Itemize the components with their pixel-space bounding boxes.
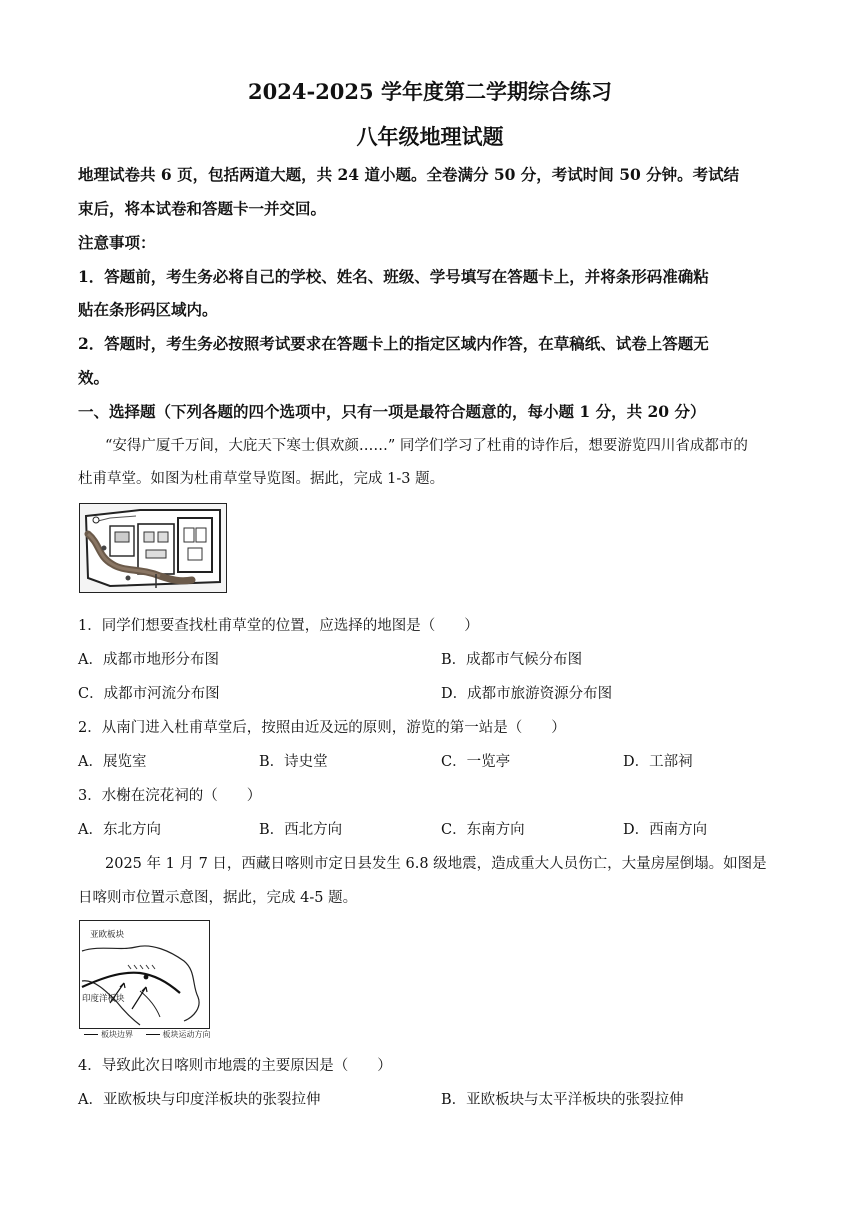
question-stem: 3．水榭在浣花祠的（ ） <box>78 788 262 804</box>
section-heading: 一、选择题（下列各题的四个选项中，只有一项是最符合题意的，每小题 1 分，共 20 分） <box>78 402 706 421</box>
exam-subtitle: 八年级地理试题 <box>356 124 504 149</box>
boundary-line-icon <box>84 1034 98 1035</box>
dufu-cottage-guide-map <box>79 503 227 593</box>
label-eurasian-plate: 亚欧板块 <box>90 930 125 940</box>
intro-line: 地理试卷共 6 页，包括两道大题，共 24 道小题。全卷满分 50 分，考试时间 50 分钟。考试结 <box>78 165 740 184</box>
map-legend <box>84 1029 211 1040</box>
option-a[interactable]: A．亚欧板块与印度洋板块的张裂拉伸 <box>78 1092 321 1108</box>
guide-map-graphic <box>80 504 226 592</box>
question-stem: 2．从南门进入杜甫草堂后，按照由近及远的原则，游览的第一站是（ ） <box>78 720 566 736</box>
option-c[interactable]: C．东南方向 <box>441 822 525 838</box>
passage-text: 日喀则市位置示意图，据此，完成 4-5 题。 <box>78 890 358 906</box>
intro-line: 束后，将本试卷和答题卡一并交回。 <box>78 199 327 218</box>
option-a[interactable]: A．成都市地形分布图 <box>78 652 219 668</box>
option-a[interactable]: A．东北方向 <box>78 822 161 838</box>
label-indian-plate: 印度洋板块 <box>82 994 125 1004</box>
option-b[interactable]: B．亚欧板块与太平洋板块的张裂拉伸 <box>441 1092 684 1108</box>
note-item: 1．答题前，考生务必将自己的学校、姓名、班级、学号填写在答题卡上，并将条形码准确粘 <box>78 267 709 286</box>
question-stem: 1．同学们想要查找杜甫草堂的位置，应选择的地图是（ ） <box>78 618 479 634</box>
passage-text: “安得广厦千万间，大庇天下寒士俱欢颜……” 同学们学习了杜甫的诗作后，想要游览四川省成都市的 <box>105 438 748 454</box>
option-a[interactable]: A．展览室 <box>78 754 147 770</box>
option-c[interactable]: C．成都市河流分布图 <box>78 686 220 702</box>
option-c[interactable]: C．一览亭 <box>441 754 511 770</box>
arrow-icon <box>146 1034 160 1035</box>
passage-text: 2025 年 1 月 7 日，西藏日喀则市定日县发生 6.8 级地震，造成重大人员伤亡，大量房屋倒塌。如图是 <box>105 856 767 872</box>
option-b[interactable]: B．西北方向 <box>259 822 343 838</box>
exam-title: 2024-2025 学年度第二学期综合练习 <box>248 79 612 104</box>
note-item: 2．答题时，考生务必按照考试要求在答题卡上的指定区域内作答，在草稿纸、试卷上答题无 <box>78 334 709 353</box>
passage-text: 杜甫草堂。如图为杜甫草堂导览图。据此，完成 1-3 题。 <box>78 471 445 487</box>
option-b[interactable]: B．成都市气候分布图 <box>441 652 583 668</box>
note-item: 贴在条形码区域内。 <box>78 300 218 319</box>
notes-heading: 注意事项： <box>78 233 156 252</box>
legend-boundary: 板块边界 <box>101 1030 133 1039</box>
option-d[interactable]: D．工部祠 <box>623 754 693 770</box>
shigatse-location-map <box>79 920 210 1029</box>
option-b[interactable]: B．诗史堂 <box>259 754 328 770</box>
option-d[interactable]: D．西南方向 <box>623 822 708 838</box>
option-d[interactable]: D．成都市旅游资源分布图 <box>441 686 613 702</box>
location-map-graphic <box>80 921 209 1028</box>
question-stem: 4．导致此次日喀则市地震的主要原因是（ ） <box>78 1058 392 1074</box>
note-item: 效。 <box>78 368 110 387</box>
legend-direction: 板块运动方向 <box>162 1030 211 1039</box>
